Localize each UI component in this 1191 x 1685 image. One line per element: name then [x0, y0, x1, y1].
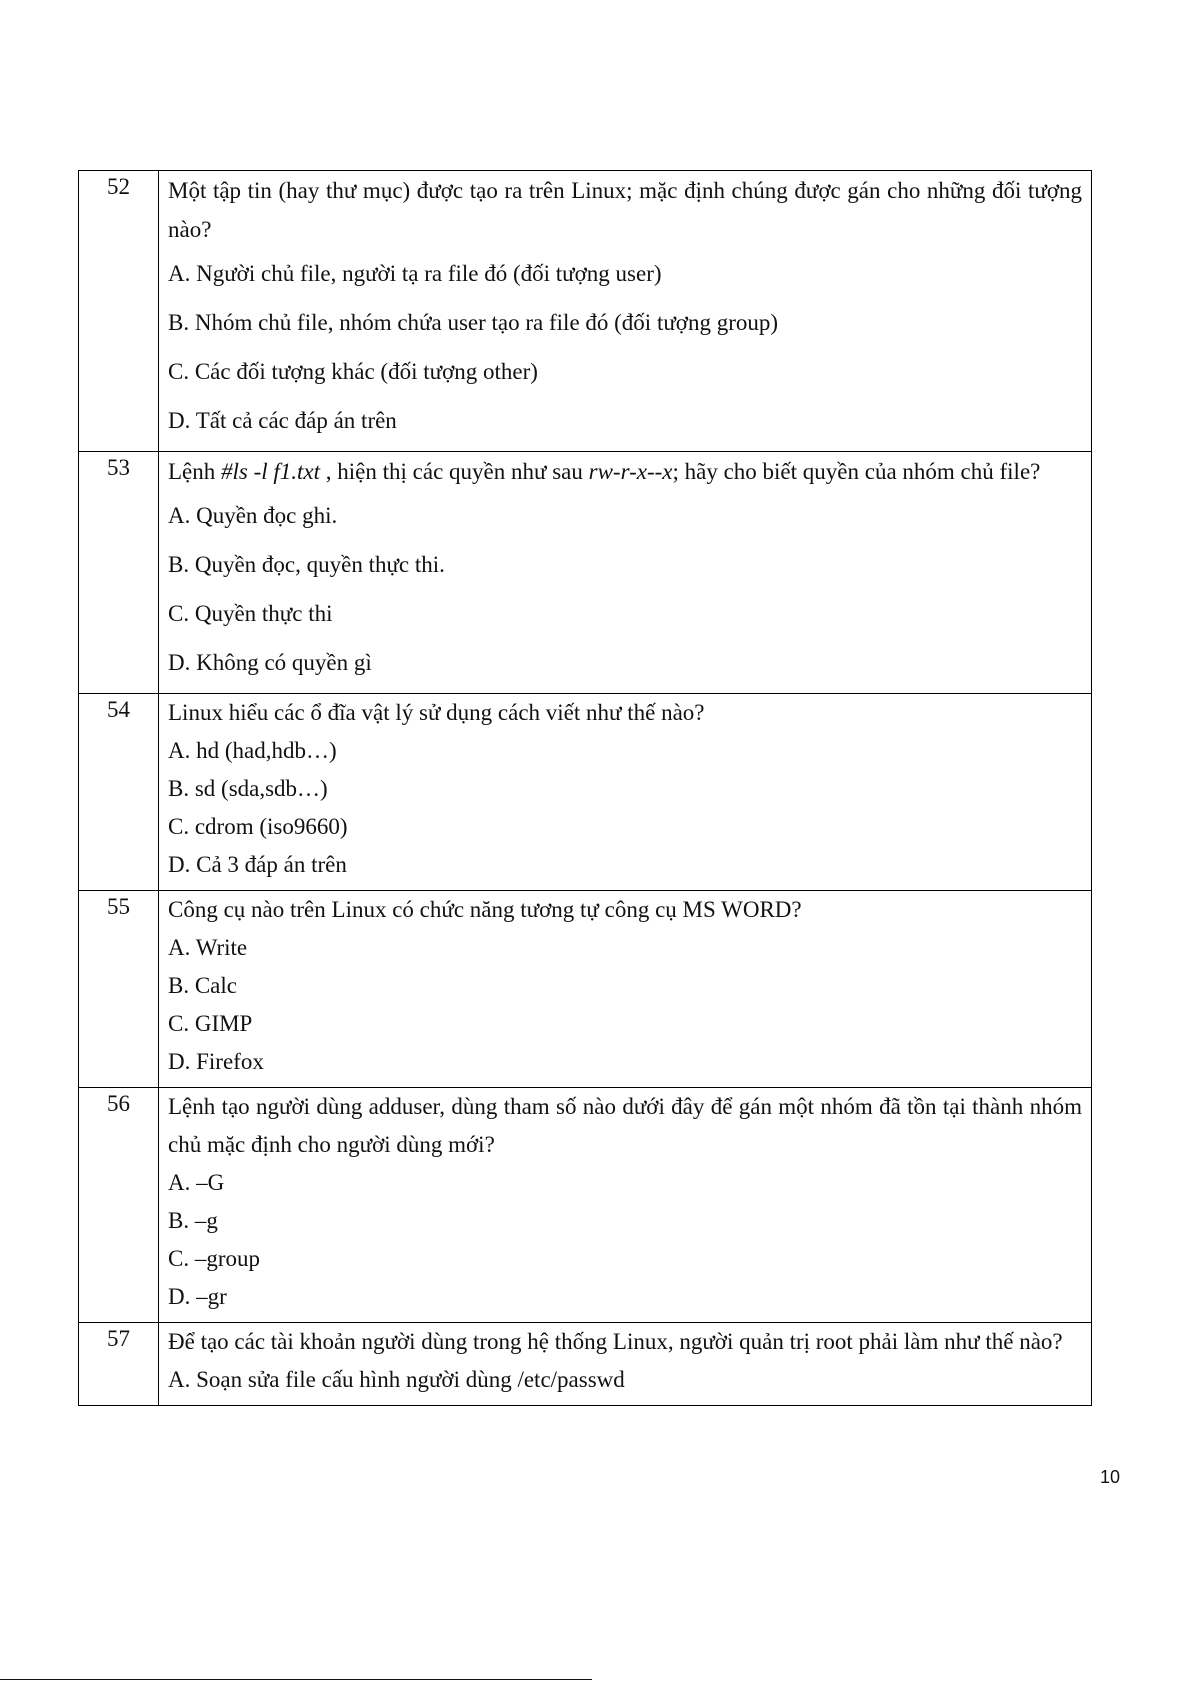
question-text: Lệnh tạo người dùng adduser, dùng tham số nào dưới đây để gán một nhóm đã tồn tại thành nhóm chủ mặc định cho người dùng mới? — [168, 1094, 1082, 1157]
option-d: D. –gr — [168, 1284, 227, 1309]
option-c: C. Quyền thực thi — [168, 601, 333, 626]
option-b: B. Nhóm chủ file, nhóm chứa user tạo ra file đó (đối tượng group) — [168, 310, 779, 335]
option-a: A. hd (had,hdb…) — [168, 738, 337, 763]
option-a: A. Soạn sửa file cấu hình người dùng /etc/passwd — [168, 1367, 625, 1392]
question-number: 54 — [79, 694, 159, 891]
question-text-before: Lệnh — [168, 459, 222, 484]
permission-string: rw-r-x--x — [588, 459, 673, 484]
option-d: D. Tất cả các đáp án trên — [168, 408, 397, 433]
question-body — [159, 891, 1092, 1088]
question-text: Để tạo các tài khoản người dùng trong hệ thống Linux, người quản trị root phải làm như thế nào? — [168, 1329, 1063, 1354]
question-text: Linux hiểu các ổ đĩa vật lý sử dụng cách viết như thế nào? — [168, 700, 705, 725]
option-d: D. Firefox — [168, 1049, 264, 1074]
question-body — [159, 1088, 1092, 1323]
question-row-57 — [79, 1323, 1092, 1406]
option-a: A. Người chủ file, người tạ ra file đó (đối tượng user) — [168, 261, 662, 286]
question-row-53 — [79, 452, 1092, 694]
question-text — [168, 452, 1082, 491]
question-text-after: ; hãy cho biết quyền của nhóm chủ file? — [672, 459, 1041, 484]
question-row-56 — [79, 1088, 1092, 1323]
option-c: C. Các đối tượng khác (đối tượng other) — [168, 359, 538, 384]
question-body — [159, 1323, 1092, 1406]
question-body — [159, 694, 1092, 891]
question-number: 52 — [79, 171, 159, 452]
question-number: 55 — [79, 891, 159, 1088]
question-number: 53 — [79, 452, 159, 694]
question-text: Một tập tin (hay thư mục) được tạo ra trên Linux; mặc định chúng được gán cho những đối tượng nào? — [168, 178, 1082, 242]
option-c: C. GIMP — [168, 1011, 253, 1036]
option-c: C. –group — [168, 1246, 260, 1271]
question-body — [159, 452, 1092, 694]
command-text: #ls -l f1.txt — [221, 459, 321, 484]
question-number: 56 — [79, 1088, 159, 1323]
option-a: A. Write — [168, 935, 248, 960]
option-b: B. Quyền đọc, quyền thực thi. — [168, 552, 445, 577]
questions-table — [78, 170, 1092, 1406]
footnote-divider — [0, 1679, 592, 1680]
option-b: B. Calc — [168, 973, 237, 998]
page-number: 10 — [1100, 1467, 1121, 1487]
option-d: D. Không có quyền gì — [168, 650, 372, 675]
question-body — [159, 171, 1092, 452]
question-row-52 — [79, 171, 1092, 452]
option-a: A. –G — [168, 1170, 225, 1195]
option-b: B. –g — [168, 1208, 218, 1233]
option-d: D. Cả 3 đáp án trên — [168, 852, 347, 877]
question-number: 57 — [79, 1323, 159, 1406]
question-text-middle: , hiện thị các quyền như sau — [320, 459, 589, 484]
question-text: Công cụ nào trên Linux có chức năng tương tự công cụ MS WORD? — [168, 897, 802, 922]
option-c: C. cdrom (iso9660) — [168, 814, 348, 839]
question-row-54 — [79, 694, 1092, 891]
option-b: B. sd (sda,sdb…) — [168, 776, 328, 801]
option-a: A. Quyền đọc ghi. — [168, 503, 338, 528]
question-row-55 — [79, 891, 1092, 1088]
